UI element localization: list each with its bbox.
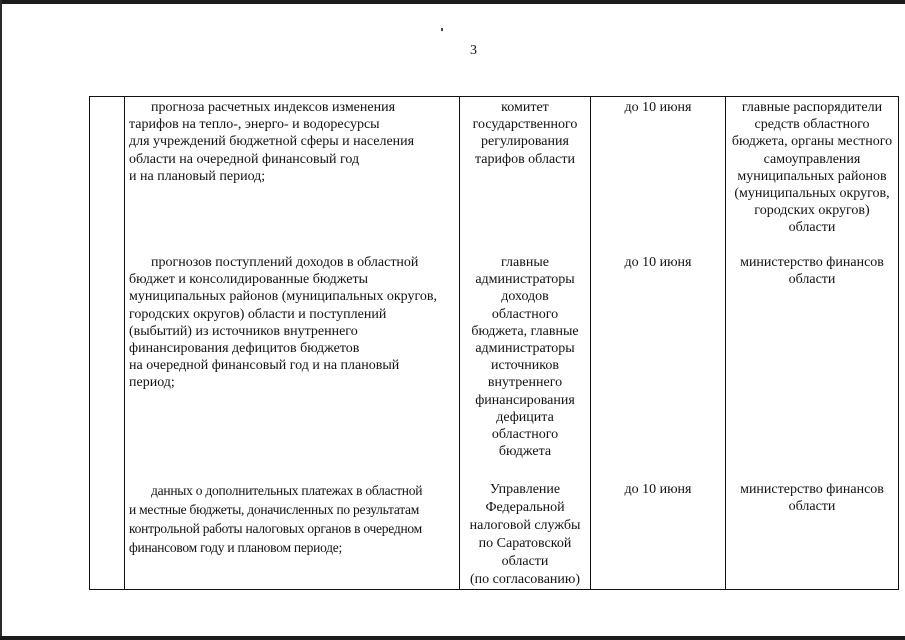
responsible-cell: Управление Федеральной налоговой службы по Саратовской области (по согласованию): [460, 479, 591, 590]
table-row: [90, 97, 899, 253]
scan-border-bottom: [0, 636, 905, 640]
item-description: данных о дополнительных платежах в областной и местные бюджеты, доначисленных по результатам контрольной работы налоговых органов в очередном финансовом году и плановом периоде;: [129, 483, 423, 555]
deadline-cell: до 10 июня: [591, 479, 726, 590]
row-number-cell: [90, 97, 125, 253]
recipient-cell: министерство финансов области: [726, 479, 899, 590]
item-description-cell: [125, 97, 460, 253]
row-number-cell: [90, 252, 125, 479]
scan-border-left: [0, 0, 2, 640]
deadline-cell: до 10 июня: [591, 97, 726, 253]
item-description-cell: [125, 252, 460, 479]
deadline-cell: до 10 июня: [591, 252, 726, 479]
recipient-cell: главные распорядители средств областного бюджета, органы местного самоуправления муниципальных районов (муниципальных округов, городских округов) области: [726, 97, 899, 253]
table-row: [90, 479, 899, 590]
document-table: [89, 96, 899, 590]
item-description-cell: [125, 479, 460, 590]
recipient-cell: министерство финансов области: [726, 252, 899, 479]
item-description: прогнозов поступлений доходов в областной бюджет и консолидированные бюджеты муниципальных районов (муниципальных округов, городских округов) области и поступлений (выбытий) из источников внутреннего финансирования дефицитов бюджетов на очередной финансовый год и на плановый период;: [129, 255, 437, 391]
row-number-cell: [90, 479, 125, 590]
table-row: [90, 252, 899, 479]
scan-border-top: [0, 0, 905, 4]
scan-speck: [441, 28, 443, 31]
responsible-cell: комитет государственного регулирования тарифов области: [460, 97, 591, 253]
responsible-cell: главные администраторы доходов областного бюджета, главные администраторы источников внутреннего финансирования дефицита областного бюджета: [460, 252, 591, 479]
page-number: 3: [470, 43, 477, 58]
item-description: прогноза расчетных индексов изменения тарифов на тепло-, энерго- и водоресурсы для учреждений бюджетной сферы и населения области на очередной финансовый год и на плановый период;: [129, 100, 415, 184]
